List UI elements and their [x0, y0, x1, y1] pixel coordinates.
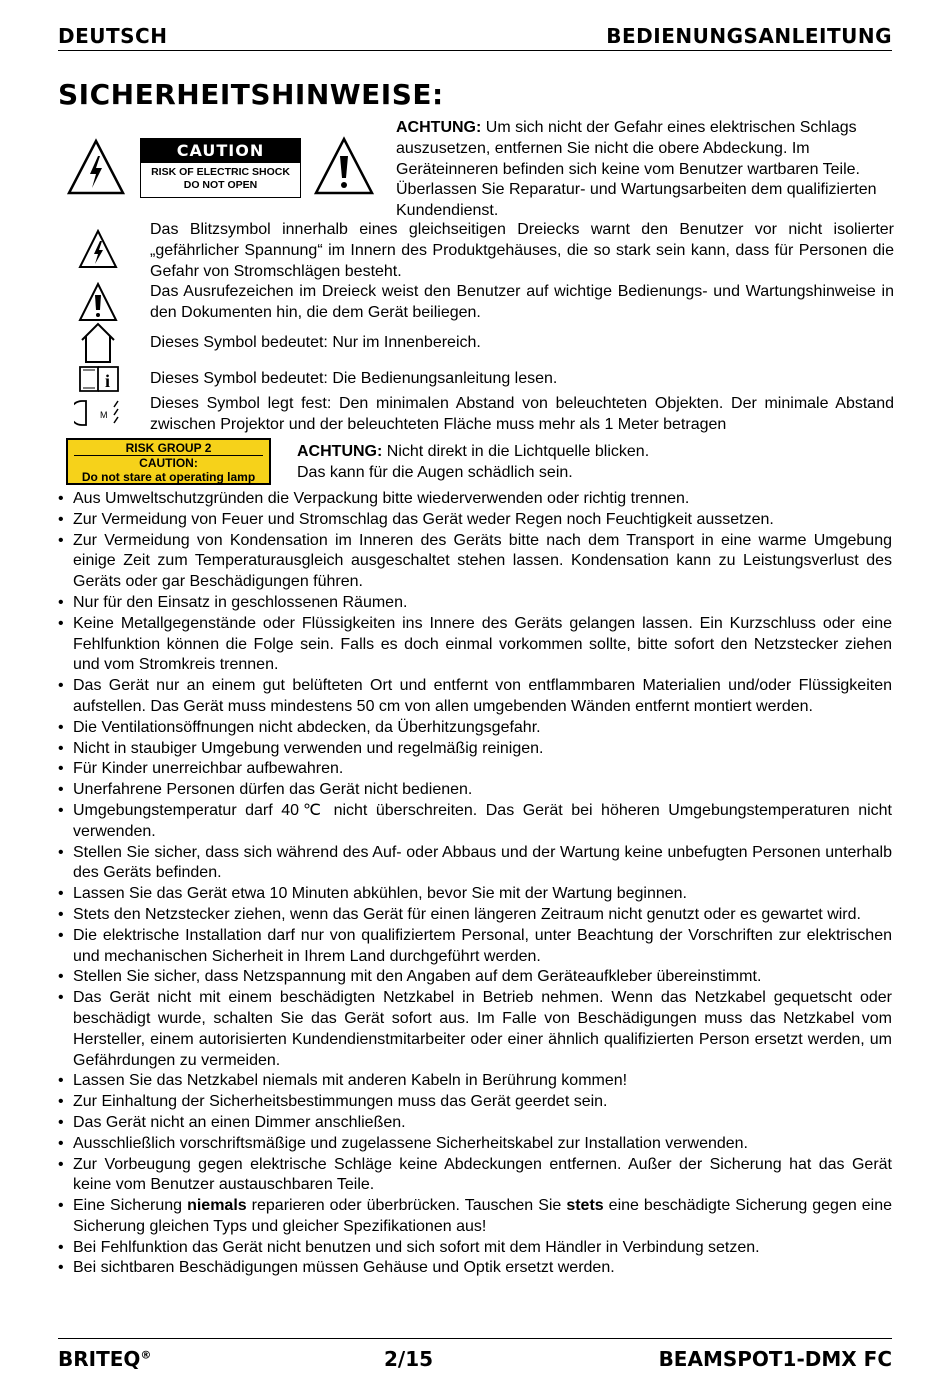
- list-item: • Zur Vorbeugung gegen elektrische Schläge keine Abdeckungen entfernen. Außer der Sicherung hat das Gerät keine vom Benutzer austauschbaren Teile.: [58, 1155, 892, 1197]
- footer-brand: [58, 1347, 151, 1371]
- symbol-manual-text: Dieses Symbol bedeutet: Die Bedienungsanleitung lesen.: [150, 370, 558, 387]
- list-item: • Zur Vermeidung von Feuer und Stromschlag das Gerät weder Regen noch Feuchtigkeit aussetzen.: [58, 510, 892, 531]
- list-item: • Bei Fehlfunktion das Gerät nicht benutzen und sich sofort mit dem Händler in Verbindung setzen.: [58, 1238, 892, 1259]
- manual-book-icon: [78, 364, 120, 394]
- svg-text:i: i: [105, 371, 111, 391]
- list-item: • Das Gerät nicht mit einem beschädigten Netzkabel in Betrieb nehmen. Wenn das Netzkabel gequetscht oder beschädigt wurde, schalten Sie das Gerät sofort aus. Im Falle von Beschädigungen muss das Netzkabel vom Hersteller, einem autorisierten Kundendienstmitarbeiter oder einer ähnlich qualifizierten Person ersetzt werden, um Gefährdungen zu vermeiden.: [58, 988, 892, 1071]
- exclamation-triangle-icon: [78, 282, 118, 322]
- list-item: • Das Gerät nicht an einen Dimmer anschließen.: [58, 1113, 892, 1134]
- risk-group-text2: Das kann für die Augen schädlich sein.: [297, 463, 573, 481]
- list-item: • Das Gerät nur an einem gut belüfteten Ort und entfernt von entflammbaren Materialien und/oder Flüssigkeiten aufstellen. Das Gerät muss mindestens 50 cm von allen umgebenden Wänden entfernt montiert werden.: [58, 676, 892, 718]
- list-item: • Ausschließlich vorschriftsmäßige und zugelassene Sicherheitskabel zur Installation verwenden.: [58, 1134, 892, 1155]
- list-item: • Unerfahrene Personen dürfen das Gerät nicht bedienen.: [58, 780, 892, 801]
- list-item: • Lassen Sie das Gerät etwa 10 Minuten abkühlen, bevor Sie mit der Wartung beginnen.: [58, 884, 892, 905]
- caution-label-line1: RISK OF ELECTRIC SHOCK: [151, 166, 290, 178]
- risk-group-label: [66, 438, 271, 485]
- list-item: • Nur für den Einsatz in geschlossenen Räumen.: [58, 593, 892, 614]
- lightning-triangle-icon: [66, 138, 126, 196]
- safety-list: [58, 489, 892, 1279]
- warning-text: [396, 118, 896, 222]
- symbol-distance-text: Dieses Symbol legt fest: Den minimalen Abstand von beleuchteten Objekten. Der minimale Abstand zwischen Projektor und der beleuchteten Fläche muss mehr als 1 Meter betragen: [150, 395, 894, 433]
- min-distance-label: M: [100, 410, 108, 420]
- list-item: • Umgebungstemperatur darf 40℃ nicht überschreiten. Das Gerät bei höheren Umgebungstemperaturen nicht verwenden.: [58, 801, 892, 843]
- risk-group-text: [297, 442, 897, 484]
- list-item: • Nicht in staubiger Umgebung verwenden und regelmäßig reinigen.: [58, 739, 892, 760]
- list-item-fuse: [58, 1196, 892, 1238]
- fuse-text-c: reparieren oder überbrücken. Tauschen Sie: [246, 1197, 567, 1215]
- min-distance-icon: [74, 397, 126, 429]
- page-footer: [58, 1338, 892, 1371]
- risk-group-stare: Do not stare at operating lamp: [81, 470, 256, 484]
- list-item: • Aus Umweltschutzgründen die Verpackung bitte wiederverwenden oder richtig trennen.: [58, 489, 892, 510]
- list-item: • Zur Einhaltung der Sicherheitsbestimmungen muss das Gerät geerdet sein.: [58, 1092, 892, 1113]
- caution-label: [140, 138, 301, 198]
- page-header: [58, 24, 892, 51]
- list-item: • Keine Metallgegenstände oder Flüssigkeiten ins Innere des Geräts gelangen lassen. Ein Kurzschluss oder eine Fehlfunktion können die Folge sein. Falls es doch einmal vorkommen sollte, bitte sofort den Netzstecker ziehen und vom Stromkreis trennen.: [58, 614, 892, 676]
- header-language: DEUTSCH: [58, 24, 168, 48]
- risk-group-text1: Nicht direkt in die Lichtquelle blicken.: [382, 443, 650, 460]
- fuse-text-d: stets: [566, 1197, 604, 1215]
- list-item: • Für Kinder unerreichbar aufbewahren.: [58, 759, 892, 780]
- footer-model: BEAMSPOT1-DMX FC: [658, 1347, 892, 1371]
- exclamation-triangle-icon: [313, 136, 375, 196]
- page-title: SICHERHEITSHINWEISE:: [58, 78, 444, 111]
- caution-label-title: CAUTION: [141, 139, 300, 163]
- list-item: • Bei sichtbaren Beschädigungen müssen Gehäuse und Optik ersetzt werden.: [58, 1258, 892, 1279]
- lightning-triangle-icon: [78, 229, 118, 269]
- list-item: • Stets den Netzstecker ziehen, wenn das Gerät für einen längeren Zeitraum nicht genutzt oder es gewartet wird.: [58, 905, 892, 926]
- page-number: 2/15: [384, 1347, 434, 1371]
- warning-bold: ACHTUNG:: [396, 119, 482, 136]
- risk-group-bold: ACHTUNG:: [297, 443, 383, 460]
- brand-name: BRITEQ: [58, 1347, 141, 1371]
- list-item: • Die elektrische Installation darf nur von qualifiziertem Personal, unter Beachtung der Vorschriften zur elektrischen und mechanischen Sicherheit in Ihrem Land durchgeführt werden.: [58, 926, 892, 968]
- fuse-text-a: Eine Sicherung: [73, 1197, 188, 1215]
- risk-group-title: RISK GROUP 2: [74, 440, 263, 456]
- fuse-text-b: niemals: [187, 1197, 247, 1215]
- caution-label-line2: DO NOT OPEN: [183, 179, 258, 191]
- list-item: • Stellen Sie sicher, dass Netzspannung mit den Angaben auf dem Geräteaufkleber übereinstimmt.: [58, 967, 892, 988]
- house-icon: [78, 322, 118, 364]
- symbol-lightning-text: Das Blitzsymbol innerhalb eines gleichseitigen Dreiecks warnt den Benutzer vor nicht isolierter „gefährlicher Spannung“ im Innern des Produktgehäuses, die so stark sein kann, dass für Personen die Gefahr von Stromschlägen besteht.: [150, 221, 894, 280]
- symbol-exclamation-text: Das Ausrufezeichen im Dreieck weist den Benutzer auf wichtige Bedienungs- und Wartungshinweise in den Dokumenten hin, die dem Gerät beiliegen.: [150, 283, 894, 321]
- list-item: • Stellen Sie sicher, dass sich während des Auf- oder Abbaus und der Wartung keine unbefugten Personen unterhalb des Geräts befinden.: [58, 843, 892, 885]
- symbol-house-text: Dieses Symbol bedeutet: Nur im Innenbereich.: [150, 334, 481, 351]
- risk-group-caution: CAUTION:: [139, 456, 198, 470]
- registered-mark: ®: [140, 1348, 152, 1362]
- header-doc-type: BEDIENUNGSANLEITUNG: [606, 24, 892, 48]
- fuse-text-e: eine beschädigte Sicherung gegen eine Sicherung gleichen Typs und gleicher Spezifikationen aus!: [73, 1197, 893, 1235]
- list-item: • Lassen Sie das Netzkabel niemals mit anderen Kabeln in Berührung kommen!: [58, 1071, 892, 1092]
- list-item: • Die Ventilationsöffnungen nicht abdecken, da Überhitzungsgefahr.: [58, 718, 892, 739]
- warning-body: Um sich nicht der Gefahr eines elektrischen Schlags auszusetzen, entfernen Sie nicht die obere Abdeckung. Im Geräteinneren befinden sich keine vom Benutzer wartbaren Teile. Überlassen Sie Reparatur- und Wartungsarbeiten dem qualifizierten Kundendienst.: [396, 119, 877, 220]
- list-item: • Zur Vermeidung von Kondensation im Inneren des Geräts bitte nach dem Transport in eine warme Umgebung einige Zeit zum Temperaturausgleich ausgeschaltet stehen lassen. Kondensation kann zu Leistungsverlust des Geräts oder gar Beschädigungen führen.: [58, 531, 892, 593]
